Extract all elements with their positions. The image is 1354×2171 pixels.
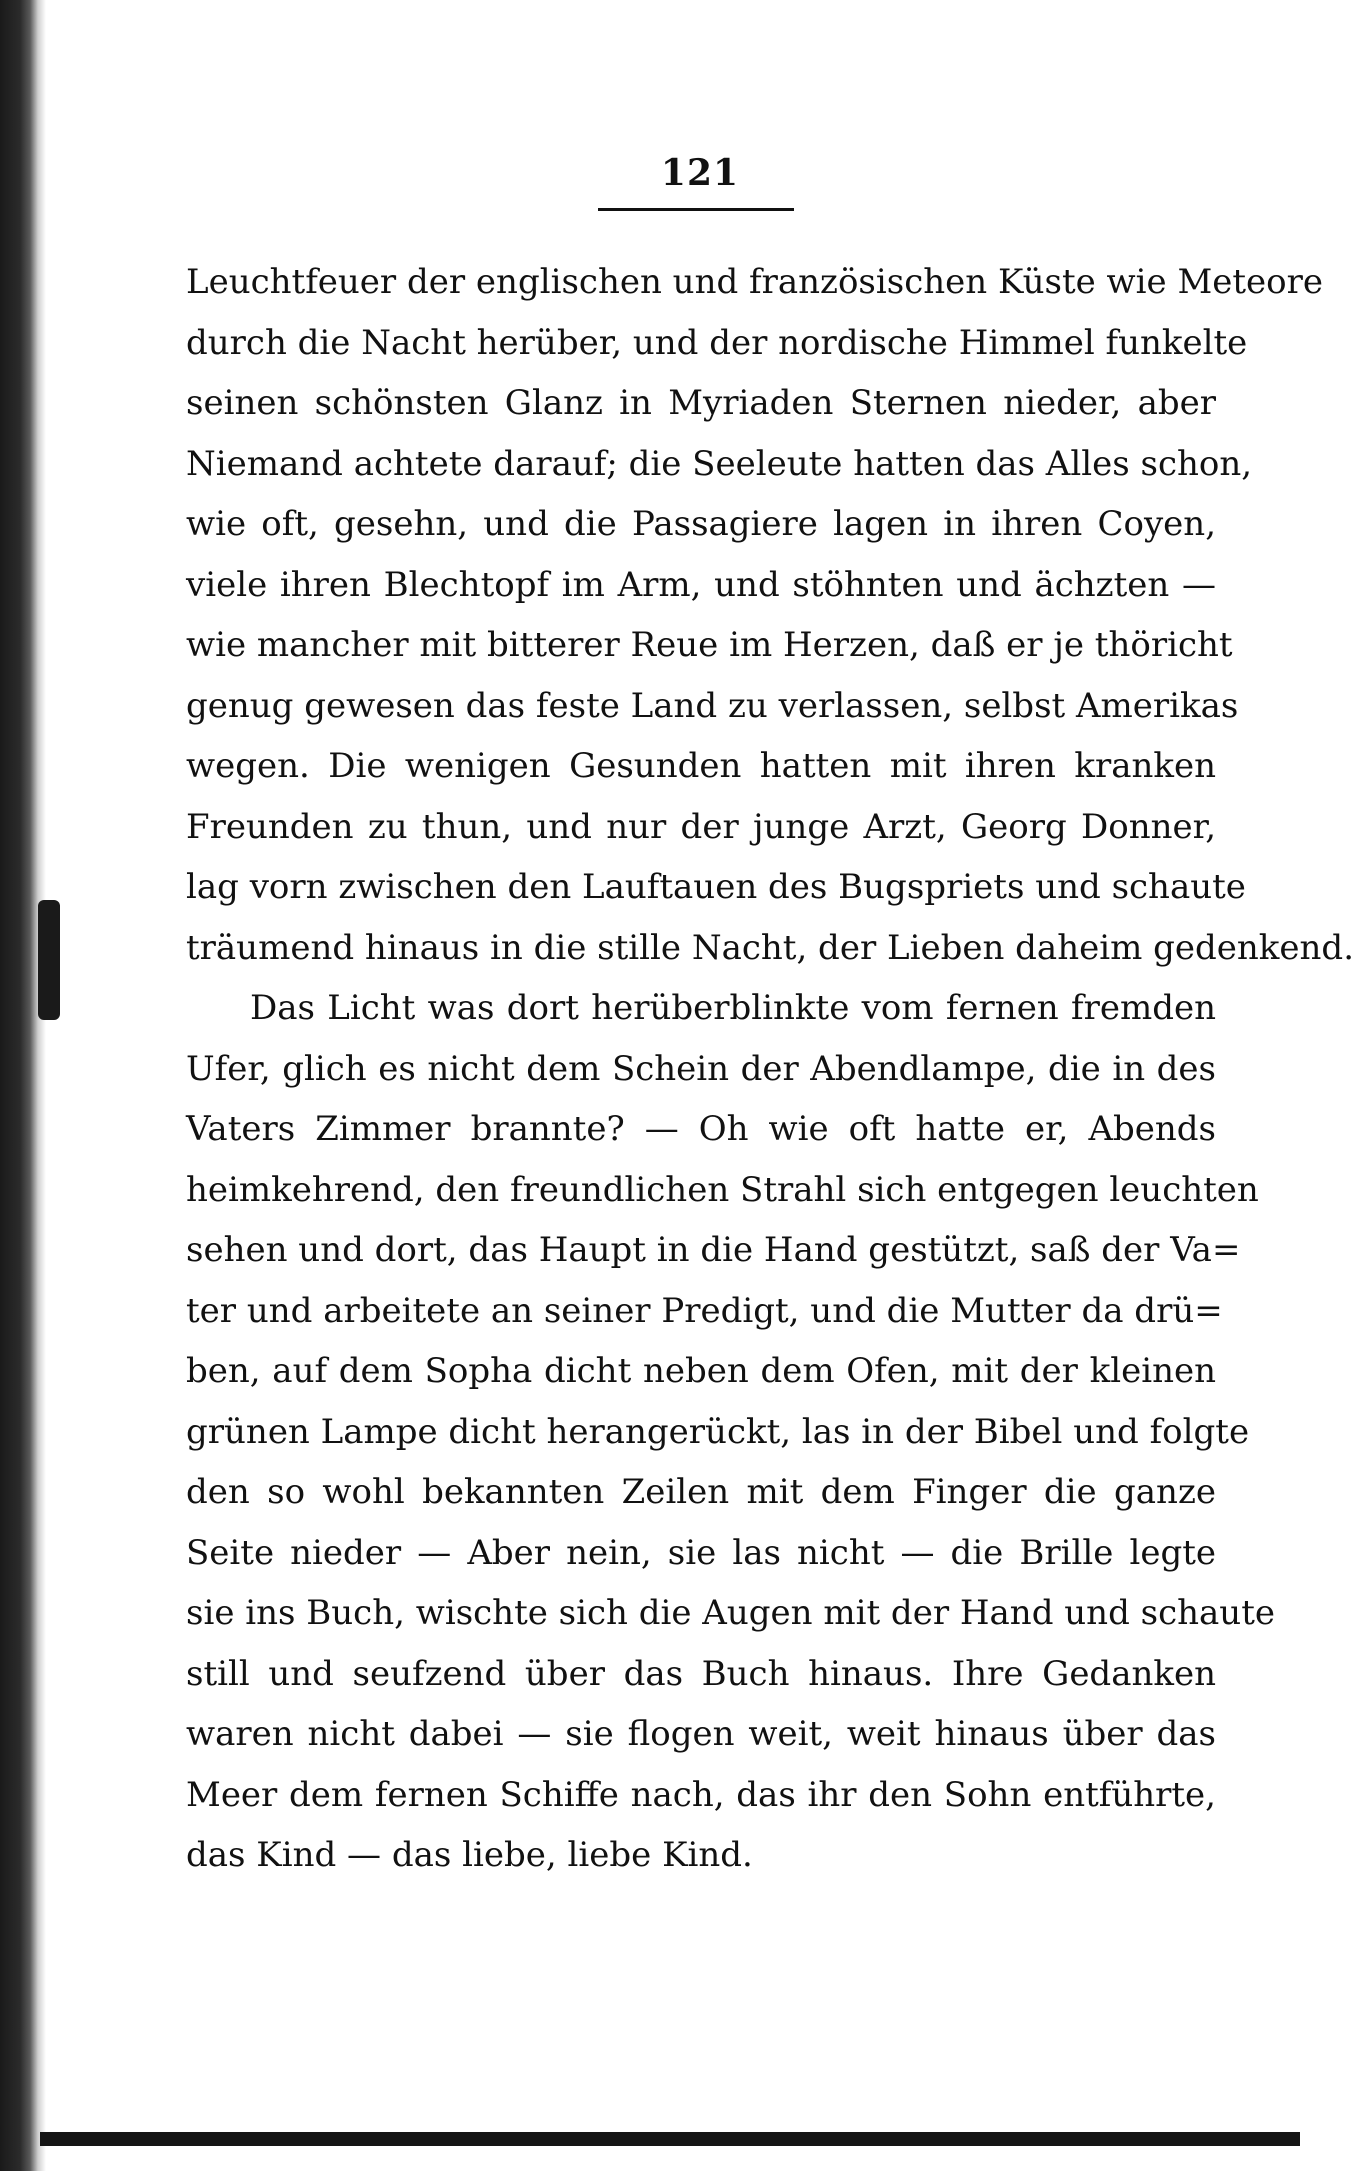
text-line: lag vorn zwischen den Lauftauen des Bugspriets und schaute xyxy=(186,867,1246,907)
text-line: waren nicht dabei — sie flogen weit, weit hinaus über das xyxy=(186,1714,1216,1754)
text-line: ben, auf dem Sopha dicht neben dem Ofen, mit der kleinen xyxy=(186,1351,1216,1391)
text-line: seinen schönsten Glanz in Myriaden Sternen nieder, aber xyxy=(186,383,1216,423)
text-line: Niemand achtete darauf; die Seeleute hatten das Alles schon, xyxy=(186,443,1253,484)
text-line: durch die Nacht herüber, und der nordische Himmel funkelte xyxy=(186,322,1248,363)
text-line: ter und arbeitete an seiner Predigt, und die Mutter da drü= xyxy=(186,1290,1223,1331)
body-text xyxy=(186,252,1354,1886)
text-line: das Kind — das liebe, liebe Kind. xyxy=(186,1835,753,1875)
text-line: sie ins Buch, wischte sich die Augen mit der Hand und schaute xyxy=(186,1593,1275,1633)
text-line: Freunden zu thun, und nur der junge Arzt, Georg Donner, xyxy=(186,806,1216,847)
text-line: grünen Lampe dicht herangerückt, las in der Bibel und folgte xyxy=(186,1411,1250,1452)
text-line: sehen und dort, das Haupt in die Hand gestützt, saß der Va= xyxy=(186,1230,1241,1270)
text-line: wegen. Die wenigen Gesunden hatten mit ihren kranken xyxy=(186,746,1216,786)
binding-edge xyxy=(0,0,46,2171)
text-line: still und seufzend über das Buch hinaus. Ihre Gedanken xyxy=(186,1653,1216,1694)
text-line: Ufer, glich es nicht dem Schein der Abendlampe, die in des xyxy=(186,1048,1216,1089)
page-number-rule xyxy=(598,208,794,211)
binding-shadow xyxy=(38,900,60,1020)
text-line: wie mancher mit bitterer Reue im Herzen, daß er je thöricht xyxy=(186,625,1233,665)
text-line: Seite nieder — Aber nein, sie las nicht — die Brille legte xyxy=(186,1532,1216,1573)
text-line: Das Licht was dort herüberblinkte vom fernen fremden xyxy=(250,988,1216,1028)
text-line: Meer dem fernen Schiffe nach, das ihr den Sohn entführte, xyxy=(186,1774,1216,1815)
text-line: Vaters Zimmer brannte? — Oh wie oft hatte er, Abends xyxy=(186,1109,1216,1149)
text-line: den so wohl bekannten Zeilen mit dem Finger die ganze xyxy=(186,1472,1216,1512)
text-line: genug gewesen das feste Land zu verlassen, selbst Amerikas xyxy=(186,685,1239,726)
page-number: 121 xyxy=(660,152,740,194)
text-line: Leuchtfeuer der englischen und französischen Küste wie Meteore xyxy=(186,262,1324,302)
bottom-border xyxy=(40,2132,1300,2146)
text-line: heimkehrend, den freundlichen Strahl sich entgegen leuchten xyxy=(186,1169,1259,1210)
text-line: viele ihren Blechtopf im Arm, und stöhnten und ächzten — xyxy=(186,564,1216,605)
text-line: wie oft, gesehn, und die Passagiere lagen in ihren Coyen, xyxy=(186,504,1216,544)
text-line: träumend hinaus in die stille Nacht, der Lieben daheim gedenkend. xyxy=(186,927,1354,968)
